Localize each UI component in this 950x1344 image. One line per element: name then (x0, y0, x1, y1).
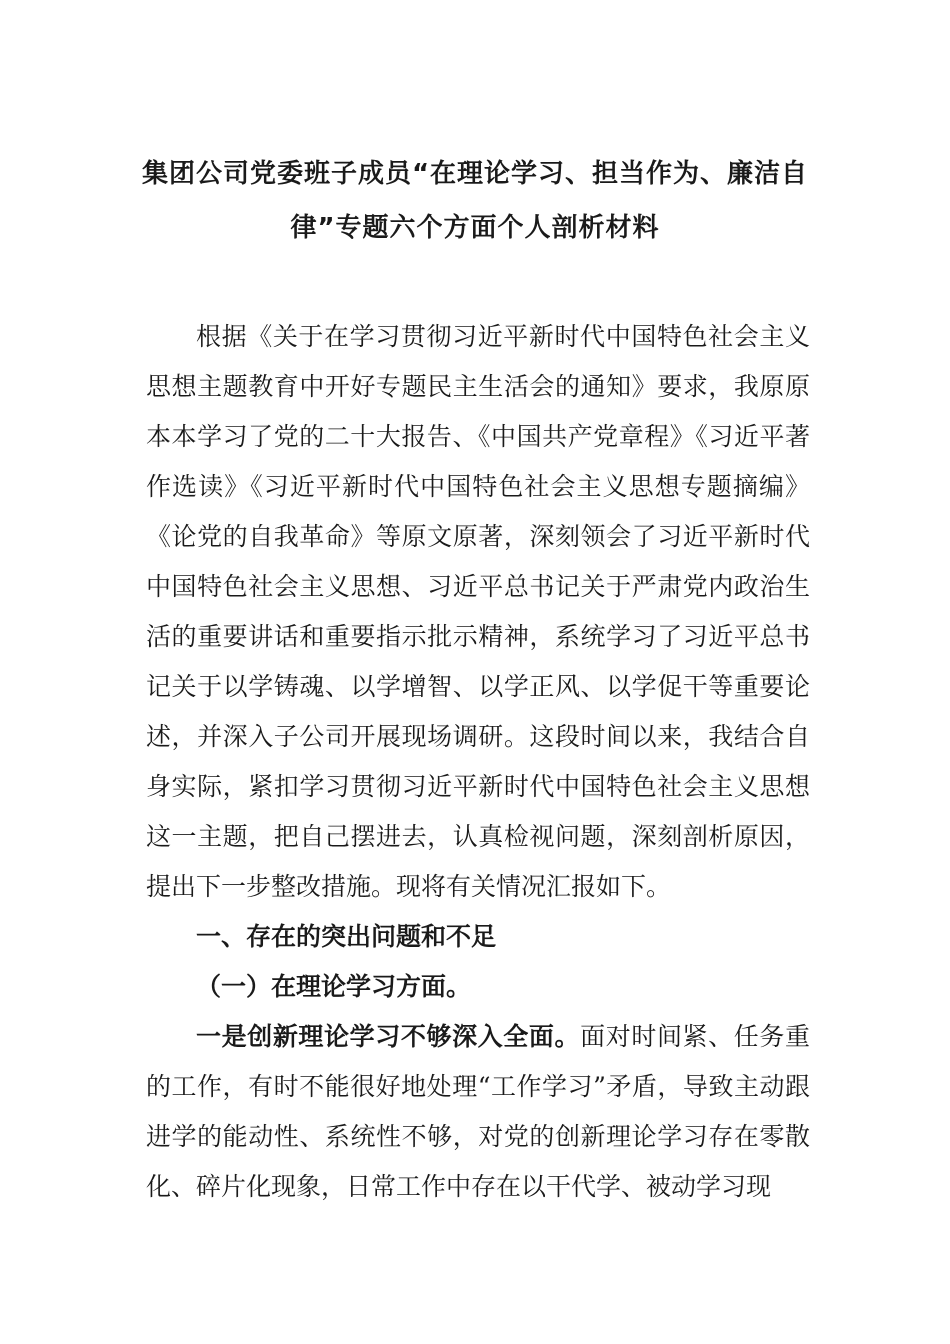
intro-paragraph: 根据《关于在学习贯彻习近平新时代中国特色社会主义思想主题教育中开好专题民主生活会的通知》要求，我原原本本学习了党的二十大报告、《中国共产党章程》《习近平著作选读》《习近平新时代中国特色社会主义思想专题摘编》《论党的自我革命》等原文原著，深刻领会了习近平新时代中国特色社会主义思想、习近平总书记关于严肃党内政治生活的重要讲话和重要指示批示精神，系统学习了习近平总书记关于以学铸魂、以学增智、以学正风、以学促干等重要论述，并深入子公司开展现场调研。这段时间以来，我结合自身实际，紧扣学习贯彻习近平新时代中国特色社会主义思想这一主题，把自己摆进去，认真检视问题，深刻剖析原因，提出下一步整改措施。现将有关情况汇报如下。 (146, 322, 810, 901)
point-text-1: 面对时间紧、任务重的工作，有时不能很好地处理“工作学习”矛盾，导致主动跟进学的能动性、系统性不够，对党的创新理论学习存在零散化、碎片化现象，日常工作中存在以干代学、被动学习现 (146, 1022, 810, 1201)
subsection-heading-1: （一）在理论学习方面。 (196, 972, 472, 1001)
document-title-line-1: 集团公司党委班子成员“在理论学习、担当作为、廉洁自 (141, 159, 809, 189)
section-heading-1: 一、存在的突出问题和不足 (196, 922, 497, 951)
point-paragraph-1 (146, 1012, 810, 1212)
document-title (140, 147, 810, 255)
document-title-line-2: 律”专题六个方面个人剖析材料 (290, 213, 660, 243)
point-lead-1: 一是创新理论学习不够深入全面。 (196, 1022, 581, 1051)
document-body (146, 312, 810, 1212)
